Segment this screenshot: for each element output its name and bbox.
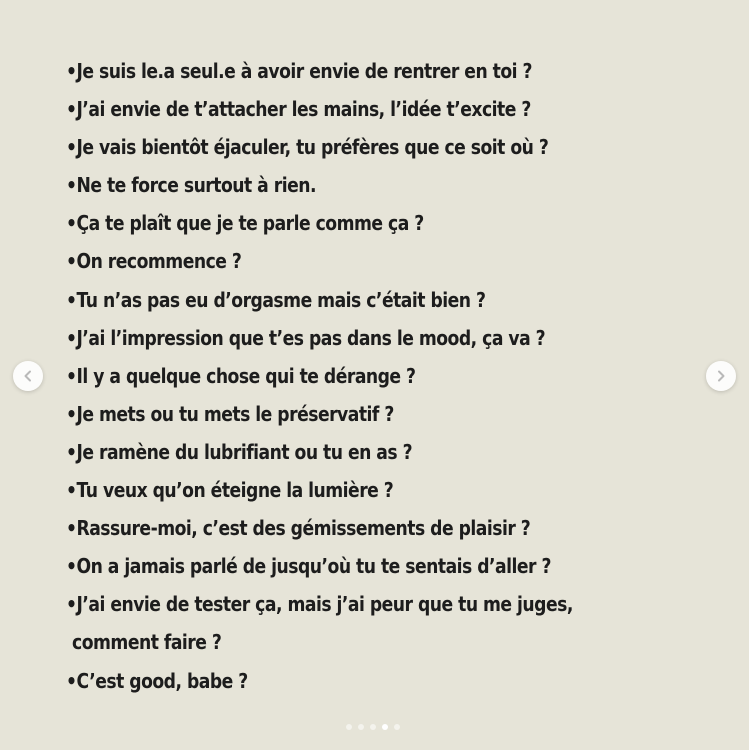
- text-line: •On recommence ?: [66, 249, 242, 274]
- chevron-left-icon: [22, 370, 34, 382]
- text-line: •Il y a quelque chose qui te dérange ?: [66, 363, 416, 388]
- chevron-right-icon: [715, 370, 727, 382]
- text-line: •On a jamais parlé de jusqu’où tu te sentais d’aller ?: [66, 554, 551, 579]
- text-line: •Tu veux qu’on éteigne la lumière ?: [66, 478, 394, 503]
- carousel-pagination: [346, 724, 400, 730]
- text-line-continuation: comment faire ?: [72, 630, 222, 655]
- next-slide-button[interactable]: [706, 361, 736, 391]
- text-line: •Je ramène du lubrifiant ou tu en as ?: [66, 439, 413, 464]
- pagination-dot[interactable]: [370, 724, 376, 730]
- text-line: •Tu n’as pas eu d’orgasme mais c’était bien ?: [66, 287, 486, 312]
- text-block: [66, 56, 706, 704]
- text-line: •Je mets ou tu mets le préservatif ?: [66, 401, 394, 426]
- text-line: •Je vais bientôt éjaculer, tu préfères que ce soit où ?: [66, 135, 549, 160]
- text-line: •Rassure-moi, c’est des gémissements de plaisir ?: [66, 516, 531, 541]
- previous-slide-button[interactable]: [13, 361, 43, 391]
- text-line: •Je suis le.a seul.e à avoir envie de rentrer en toi ?: [66, 59, 532, 83]
- pagination-dot[interactable]: [394, 724, 400, 730]
- text-line: •Ne te force surtout à rien.: [66, 173, 316, 198]
- pagination-dot[interactable]: [346, 724, 352, 730]
- text-line: •Ça te plaît que je te parle comme ça ?: [66, 211, 424, 236]
- text-line: •J’ai envie de tester ça, mais j’ai peur que tu me juges,: [66, 592, 573, 617]
- pagination-dot[interactable]: [358, 724, 364, 730]
- pagination-dot-active[interactable]: [382, 724, 388, 730]
- text-line: •C’est good, babe ?: [66, 668, 248, 693]
- text-line: •J’ai l’impression que t’es pas dans le mood, ça va ?: [66, 325, 546, 350]
- text-line: •J’ai envie de t’attacher les mains, l’idée t’excite ?: [66, 97, 531, 122]
